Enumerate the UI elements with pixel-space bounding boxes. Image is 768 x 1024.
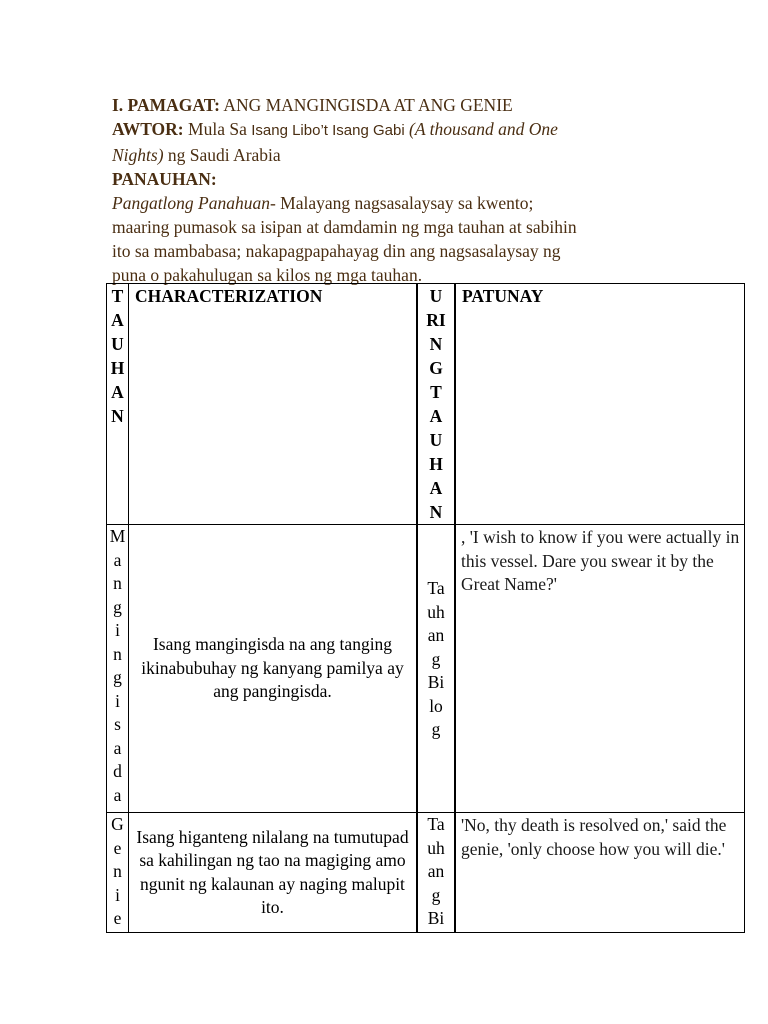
name-letter: g <box>113 596 122 617</box>
name-letter: a <box>113 549 122 570</box>
name-letter: i <box>115 690 120 711</box>
table-row <box>107 813 745 933</box>
uri-cell <box>417 525 455 813</box>
uri-header-letter: U <box>429 430 443 450</box>
uri-letter: Ta <box>427 578 445 598</box>
name-letter: M <box>109 526 126 546</box>
panauhan-type: Pangatlong Panahuan <box>112 193 270 213</box>
uri-cell <box>417 813 455 933</box>
uri-header-letter: H <box>429 454 443 474</box>
uri-header-letter: RI <box>426 310 446 330</box>
name-cell <box>107 813 129 933</box>
author-italic-2: Nights) <box>112 145 164 165</box>
name-letter: s <box>114 714 121 734</box>
name-letter: n <box>113 643 122 664</box>
tauhan-header-letter: U <box>111 334 124 354</box>
name-letter: i <box>115 884 120 905</box>
name-letters <box>107 813 128 931</box>
uri-letter: uh <box>427 837 445 858</box>
characterization-cell: Isang higanteng nilalang na tumutupad sa kahilingan ng tao na magiging amo ngunit ng kalaunan ay naging malupit ito. <box>129 813 418 933</box>
tauhan-header-letter: N <box>111 406 124 426</box>
uri-letter: Ta <box>427 814 445 834</box>
characterization-cell: Isang mangingisda na ang tanging ikinabubuhay ng kanyang pamilya ay ang pangingisda. <box>129 525 418 813</box>
author-label: AWTOR: <box>112 119 184 139</box>
patunay-cell: 'No, thy death is resolved on,' said the genie, 'only choose how you will die.' <box>455 813 745 933</box>
uri-header-letter: N <box>429 334 443 354</box>
author-italic: (A thousand and One <box>404 119 558 139</box>
patunay-header-cell <box>455 284 745 525</box>
character-table <box>106 283 745 933</box>
panauhan-desc-1: - Malayang nagsasalaysay sa kwento; <box>269 193 534 213</box>
panauhan-desc-line-3: ito sa mambabasa; nakapagpapahayag din ang nagsasalaysay ng <box>112 241 561 261</box>
uri-letter: g <box>431 648 441 669</box>
uri-header-letter: N <box>429 502 443 522</box>
patunay-header: PATUNAY <box>462 286 544 306</box>
author-line <box>112 117 672 143</box>
panauhan-desc-line-4: puna o pakahulugan sa kilos ng mga tauhan. <box>112 265 423 285</box>
tauhan-header-cell <box>107 284 129 525</box>
characterization-header-cell <box>129 284 418 525</box>
characterization-header: CHARACTERIZATION <box>135 286 323 306</box>
uri-letter: Bi <box>427 672 445 692</box>
author-prefix: Mula Sa <box>183 119 252 139</box>
uri-letter: lo <box>429 695 443 716</box>
uri-letters <box>418 813 454 931</box>
table-header-row <box>107 284 745 525</box>
title-label: I. PAMAGAT: <box>112 95 220 115</box>
uri-header-cell <box>417 284 455 525</box>
author-book: Isang Libo’t Isang Gabi <box>251 122 405 139</box>
name-letter: n <box>113 573 122 593</box>
uri-header-letters <box>418 284 454 524</box>
uri-header-letter: A <box>429 406 443 426</box>
panauhan-desc-line-2: maaring pumasok sa isipan at damdamin ng mga tauhan at sabihin <box>112 217 577 237</box>
uri-letter: an <box>427 625 445 645</box>
title-value: ANG MANGINGISDA AT ANG GENIE <box>219 95 513 115</box>
name-letter: g <box>113 667 122 687</box>
tauhan-header-letters <box>107 284 128 428</box>
uri-header-letter: U <box>429 286 443 306</box>
uri-letter: Bi <box>427 908 445 928</box>
uri-letter: g <box>431 719 441 739</box>
tauhan-header-letter: H <box>110 358 125 378</box>
uri-header-letter: T <box>430 382 442 402</box>
panauhan-desc-line-1 <box>112 191 672 215</box>
table-row <box>107 525 745 813</box>
tauhan-header-letter: A <box>111 310 124 330</box>
tauhan-header-letter: A <box>111 382 124 402</box>
uri-header-letter: A <box>429 478 443 498</box>
uri-letters <box>418 525 454 742</box>
document-header <box>112 93 672 287</box>
title-line <box>112 93 672 117</box>
name-letter: a <box>113 737 122 758</box>
name-letter: i <box>115 620 120 640</box>
uri-letter: g <box>431 884 441 905</box>
uri-letter: an <box>427 861 445 881</box>
tauhan-header-letter: T <box>111 286 124 306</box>
uri-header-letter: G <box>429 358 443 378</box>
patunay-cell: , 'I wish to know if you were actually in this vessel. Dare you swear it by the Great Name?' <box>455 525 745 813</box>
name-letter: n <box>113 861 122 881</box>
name-letter: e <box>113 837 122 858</box>
author-suffix: ng Saudi Arabia <box>163 145 281 165</box>
name-letter: a <box>113 784 122 805</box>
panauhan-label: PANAUHAN: <box>112 169 217 189</box>
name-cell <box>107 525 129 813</box>
name-letter: d <box>113 761 122 781</box>
name-letters <box>107 525 128 807</box>
panauhan-line <box>112 167 672 191</box>
author-line-2 <box>112 143 672 167</box>
name-letter: G <box>111 814 124 834</box>
name-letter: e <box>113 908 122 928</box>
uri-letter: uh <box>427 601 445 622</box>
